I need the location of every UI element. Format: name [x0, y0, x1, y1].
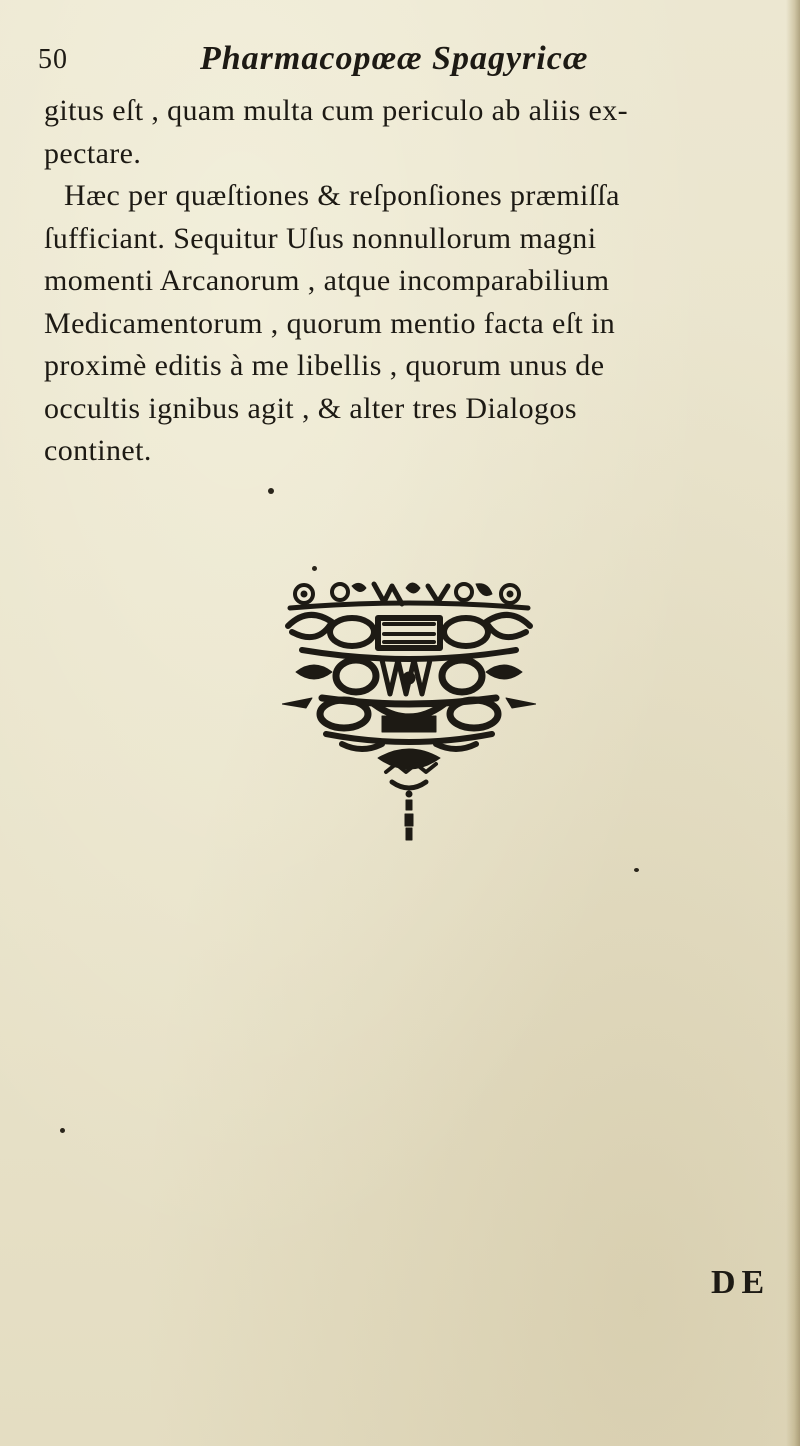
text-line: proximè editis à me libellis , quorum unus de — [44, 349, 605, 382]
running-title: Pharmacopœæ Spagyricæ — [200, 40, 589, 77]
text-line: gitus eſt , quam multa cum periculo ab aliis ex- — [44, 94, 629, 127]
floral-tailpiece-ornament-icon — [282, 580, 536, 842]
page-header — [38, 40, 738, 90]
text-line: Medicamentorum , quorum mentio facta eſt in — [44, 306, 616, 340]
body-text — [44, 90, 784, 473]
ink-speck — [60, 1128, 65, 1133]
page-edge-shadow — [786, 0, 800, 1446]
page-number: 50 — [38, 44, 68, 75]
text-line: ſufficiant. Sequitur Uſus nonnullorum magni — [44, 221, 597, 255]
ink-speck — [312, 566, 317, 571]
text-line: continet. — [44, 434, 152, 467]
text-line: Hæc per quæſtiones & reſponſiones præmiſſa — [64, 179, 620, 212]
catchword: DE — [711, 1264, 771, 1301]
ink-speck — [634, 868, 639, 872]
text-line: momenti Arcanorum , atque incomparabilium — [44, 264, 610, 297]
text-line: pectare. — [44, 136, 142, 170]
ink-speck — [268, 488, 274, 494]
text-line: occultis ignibus agit , & alter tres Dialogos — [44, 391, 577, 425]
